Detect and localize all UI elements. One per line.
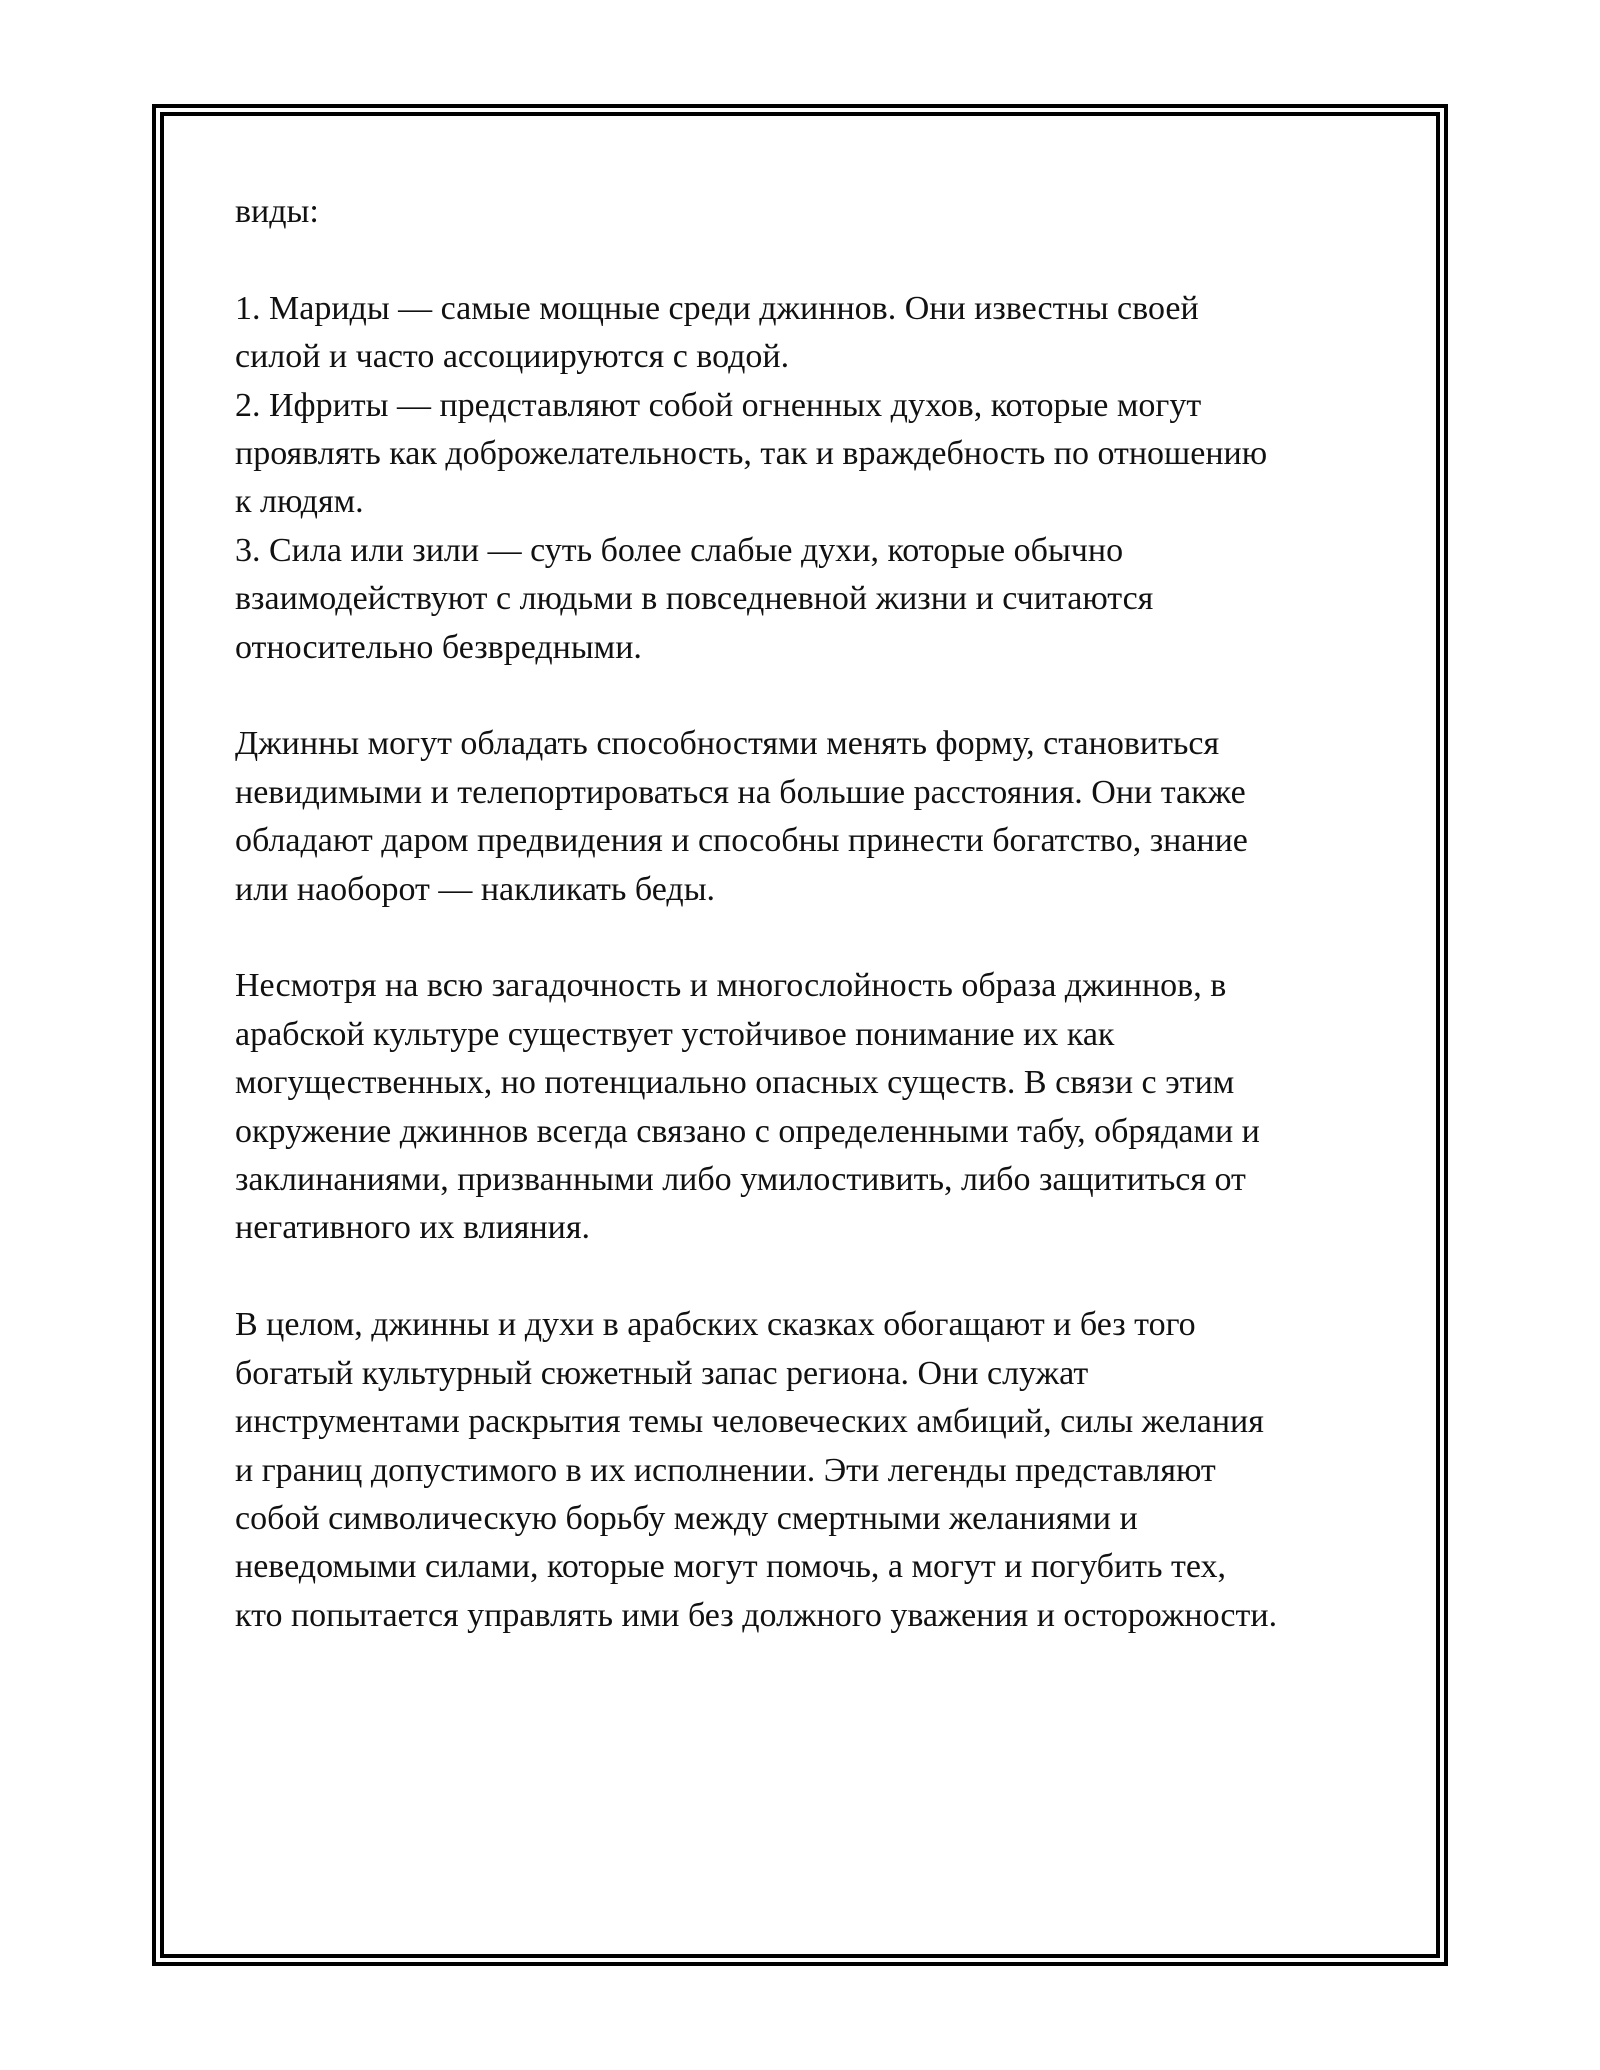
list-item [235,382,1375,527]
text-line: обладают даром предвидения и способны принести богатство, знание [235,822,1248,860]
numbered-list [235,285,1375,672]
text-line: 3. Сила или зили — суть более слабые духи, которые обычно [235,531,1124,569]
text-line: Несмотря на всю загадочность и многослойность образа джиннов, в [235,967,1227,1005]
text-line: виды: [235,193,319,230]
text-line: кто попытается управлять ими без должного уважения и осторожности. [235,1596,1278,1634]
text-line: могущественных, но потенциально опасных существ. В связи с этим [235,1064,1235,1102]
paragraph [235,962,1375,1252]
text-line: относительно безвредными. [235,628,642,666]
text-line: Джинны могут обладать способностями менять форму, становиться [235,725,1220,763]
list-item [235,285,1375,382]
text-line: инструментами раскрытия темы человеческих амбиций, силы желания [235,1403,1264,1441]
text-line: проявлять как доброжелательность, так и враждебность по отношению [235,435,1268,473]
text-line: невидимыми и телепортироваться на большие расстояния. Они также [235,773,1246,811]
list-item [235,527,1375,672]
text-line: заклинаниями, призванными либо умилостивить, либо защититься от [235,1161,1246,1199]
text-line: 1. Мариды — самые мощные среди джиннов. Они известны своей [235,289,1199,327]
text-line: взаимодействуют с людьми в повседневной жизни и считаются [235,580,1154,618]
text-line: негативного их влияния. [235,1209,590,1247]
intro-line [235,188,1375,236]
paragraph [235,1301,1375,1640]
text-line: силой и часто ассоциируются с водой. [235,338,790,376]
text-line: собой символическую борьбу между смертными желаниями и [235,1499,1138,1537]
text-line: или наоборот — накликать беды. [235,870,716,908]
text-line: 2. Ифриты — представляют собой огненных духов, которые могут [235,386,1202,424]
document-body [235,188,1375,1640]
text-line: арабской культуре существует устойчивое понимание их как [235,1015,1115,1053]
paragraph [235,720,1375,914]
text-line: к людям. [235,483,364,521]
text-line: неведомыми силами, которые могут помочь, а могут и погубить тех, [235,1548,1227,1586]
text-line: окружение джиннов всегда связано с определенными табу, обрядами и [235,1112,1260,1150]
text-line: В целом, джинны и духи в арабских сказках обогащают и без того [235,1306,1196,1344]
text-line: и границ допустимого в их исполнении. Эти легенды представляют [235,1451,1216,1489]
text-line: богатый культурный сюжетный запас региона. Они служат [235,1354,1089,1392]
